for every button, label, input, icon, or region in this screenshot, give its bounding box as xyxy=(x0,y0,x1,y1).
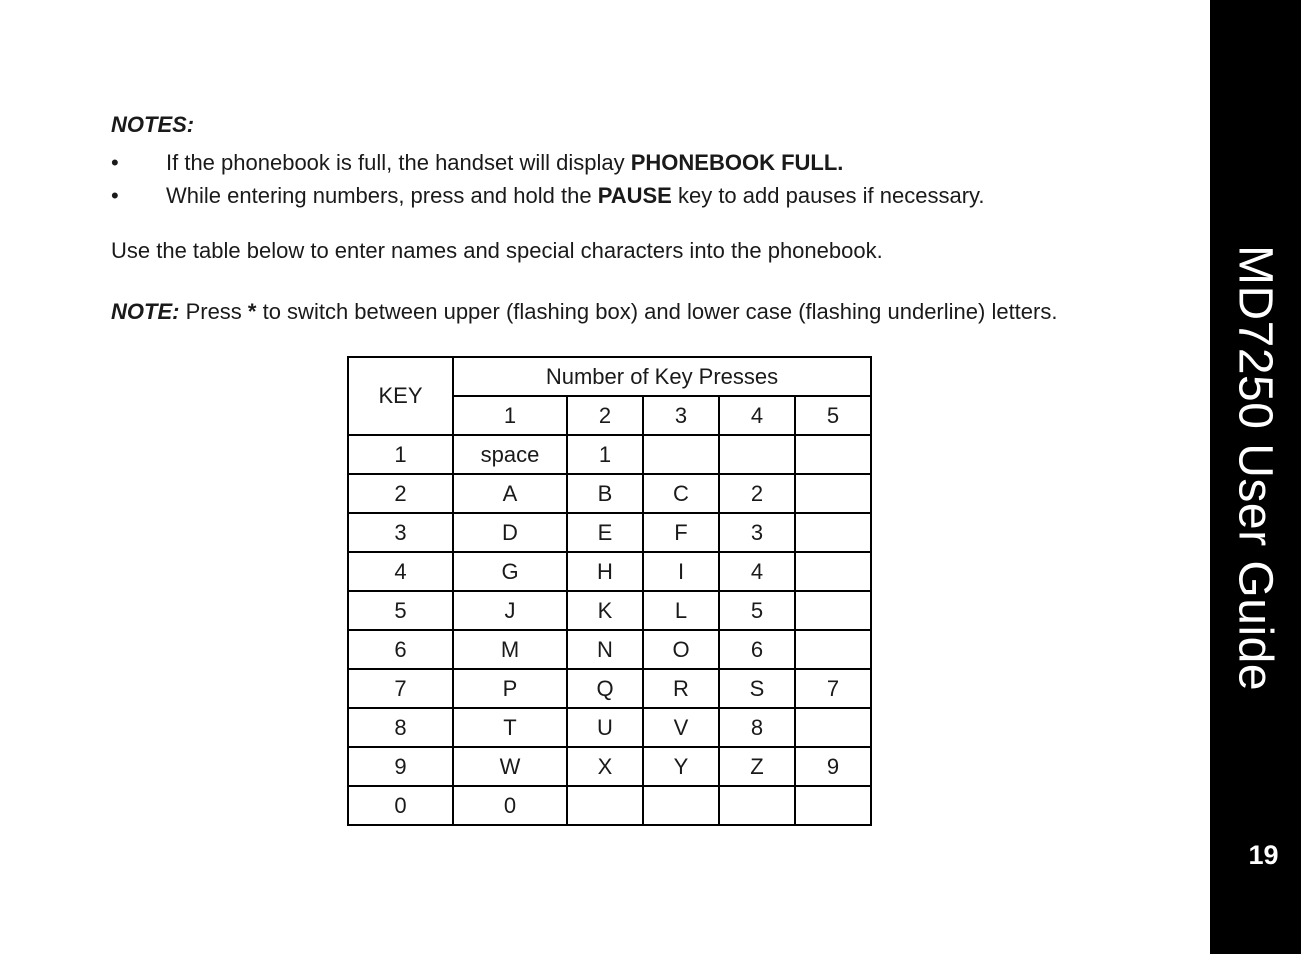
bullet-emphasis: PAUSE xyxy=(597,183,672,208)
star-symbol: * xyxy=(247,299,257,324)
character-cell: T xyxy=(453,708,567,747)
presses-header: Number of Key Presses xyxy=(453,357,871,396)
page-number: 19 xyxy=(1248,840,1279,870)
table-row xyxy=(348,591,871,630)
key-cell: 7 xyxy=(348,669,453,708)
character-cell: 3 xyxy=(719,513,795,552)
character-cell xyxy=(643,435,719,474)
character-cell: 1 xyxy=(567,435,643,474)
key-cell: 5 xyxy=(348,591,453,630)
character-cell: 9 xyxy=(795,747,871,786)
note-text-after: to switch between upper (flashing box) and lower case (flashing underline) letters. xyxy=(256,299,1058,324)
character-cell xyxy=(795,786,871,825)
character-cell: V xyxy=(643,708,719,747)
table-body xyxy=(348,435,871,825)
character-cell xyxy=(643,786,719,825)
character-cell: I xyxy=(643,552,719,591)
character-cell: 7 xyxy=(795,669,871,708)
character-cell: space xyxy=(453,435,567,474)
case-note xyxy=(111,297,1101,327)
key-cell: 3 xyxy=(348,513,453,552)
table-row xyxy=(348,786,871,825)
press-column-header: 1 xyxy=(453,396,567,435)
key-cell: 1 xyxy=(348,435,453,474)
table-row xyxy=(348,474,871,513)
character-cell xyxy=(567,786,643,825)
note-label: NOTE: xyxy=(111,299,180,324)
table-row xyxy=(348,630,871,669)
character-cell: D xyxy=(453,513,567,552)
character-cell: P xyxy=(453,669,567,708)
table-row xyxy=(348,513,871,552)
character-cell: K xyxy=(567,591,643,630)
character-cell: L xyxy=(643,591,719,630)
table-row xyxy=(348,669,871,708)
key-cell: 8 xyxy=(348,708,453,747)
table-row xyxy=(348,435,871,474)
bullet-icon: • xyxy=(111,150,119,175)
character-cell xyxy=(795,474,871,513)
character-cell: O xyxy=(643,630,719,669)
bullet-emphasis: PHONEBOOK FULL. xyxy=(630,150,844,175)
press-column-header: 3 xyxy=(643,396,719,435)
bullet-text: If the phonebook is full, the handset will display xyxy=(166,150,631,175)
key-header: KEY xyxy=(348,357,453,435)
list-item xyxy=(111,179,1111,212)
character-cell: 6 xyxy=(719,630,795,669)
character-cell: A xyxy=(453,474,567,513)
key-cell: 9 xyxy=(348,747,453,786)
key-cell: 6 xyxy=(348,630,453,669)
character-cell xyxy=(795,630,871,669)
character-cell: F xyxy=(643,513,719,552)
character-cell: 2 xyxy=(719,474,795,513)
sidebar-title: MD7250 User Guide xyxy=(1228,244,1282,692)
character-cell: Q xyxy=(567,669,643,708)
character-cell: 5 xyxy=(719,591,795,630)
key-cell: 2 xyxy=(348,474,453,513)
press-column-header: 4 xyxy=(719,396,795,435)
list-item xyxy=(111,146,1111,179)
table-row xyxy=(348,708,871,747)
character-cell: Z xyxy=(719,747,795,786)
character-cell: W xyxy=(453,747,567,786)
character-cell: B xyxy=(567,474,643,513)
character-cell xyxy=(795,708,871,747)
bullet-text: While entering numbers, press and hold the xyxy=(166,183,598,208)
character-cell xyxy=(795,435,871,474)
press-column-header: 2 xyxy=(567,396,643,435)
character-cell: S xyxy=(719,669,795,708)
bullet-text-after: key to add pauses if necessary. xyxy=(671,183,985,208)
character-cell xyxy=(795,591,871,630)
character-cell: 0 xyxy=(453,786,567,825)
character-cell: G xyxy=(453,552,567,591)
bullet-icon: • xyxy=(111,183,119,208)
table-row xyxy=(348,747,871,786)
note-text: Press xyxy=(179,299,248,324)
character-cell: H xyxy=(567,552,643,591)
notes-heading: NOTES: xyxy=(111,112,195,137)
intro-paragraph: Use the table below to enter names and special characters into the phonebook. xyxy=(111,238,883,263)
character-cell: N xyxy=(567,630,643,669)
character-cell: Y xyxy=(643,747,719,786)
character-cell xyxy=(719,786,795,825)
character-cell: M xyxy=(453,630,567,669)
key-cell: 4 xyxy=(348,552,453,591)
character-cell: 8 xyxy=(719,708,795,747)
character-cell: E xyxy=(567,513,643,552)
character-table xyxy=(347,356,872,826)
character-cell: C xyxy=(643,474,719,513)
character-cell xyxy=(795,513,871,552)
character-cell xyxy=(719,435,795,474)
character-cell: U xyxy=(567,708,643,747)
character-cell xyxy=(795,552,871,591)
character-cell: R xyxy=(643,669,719,708)
character-cell: X xyxy=(567,747,643,786)
press-column-header: 5 xyxy=(795,396,871,435)
character-cell: 4 xyxy=(719,552,795,591)
notes-list xyxy=(111,146,1111,212)
character-cell: J xyxy=(453,591,567,630)
key-cell: 0 xyxy=(348,786,453,825)
table-row xyxy=(348,552,871,591)
